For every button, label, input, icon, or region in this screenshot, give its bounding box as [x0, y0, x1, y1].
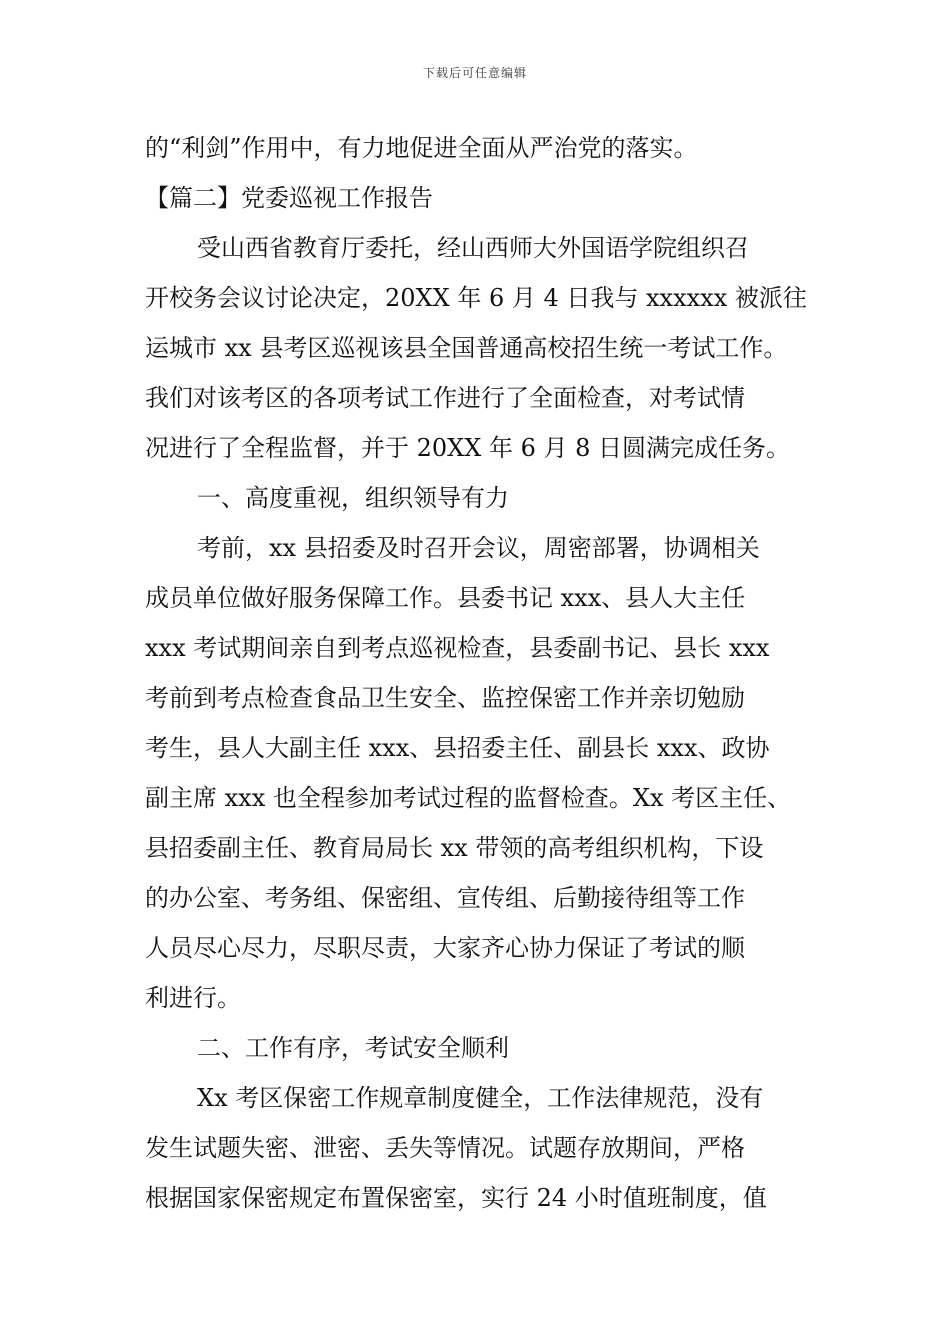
paragraph-line: 根据国家保密规定布置保密室，实行 24 小时值班制度，值: [145, 1184, 767, 1212]
paragraph-line: 副主席 xxx 也全程参加考试过程的监督检查。Xx 考区主任、: [145, 784, 792, 812]
paragraph-line: 发生试题失密、泄密、丢失等情况。试题存放期间，严格: [145, 1134, 745, 1162]
paragraph-line: 成员单位做好服务保障工作。县委书记 xxx、县人大主任: [145, 584, 746, 612]
paragraph-line: 县招委副主任、教育局局长 xx 带领的高考组织机构，下设: [145, 834, 764, 862]
paragraph-line: Xx 考区保密工作规章制度健全，工作法律规范，没有: [197, 1084, 764, 1112]
paragraph-line: 考前到考点检查食品卫生安全、监控保密工作并亲切勉励: [145, 684, 745, 712]
paragraph-line: 利进行。: [145, 984, 241, 1012]
section-title: 【篇二】党委巡视工作报告: [145, 184, 433, 212]
subsection-heading: 二、工作有序，考试安全顺利: [197, 1034, 509, 1062]
page-header: 下载后可任意编辑: [422, 66, 527, 80]
paragraph-line: 况进行了全程监督，并于 20XX 年 6 月 8 日圆满完成任务。: [145, 434, 791, 462]
paragraph-line: 人员尽心尽力，尽职尽责，大家齐心协力保证了考试的顺: [145, 934, 745, 962]
subsection-heading: 一、高度重视，组织领导有力: [197, 484, 509, 512]
paragraph-line: 受山西省教育厅委托，经山西师大外国语学院组织召: [197, 234, 749, 262]
paragraph-line: 的办公室、考务组、保密组、宣传组、后勤接待组等工作: [145, 884, 745, 912]
paragraph-line: 的“利剑”作用中，有力地促进全面从严治党的落实。: [145, 134, 698, 162]
paragraph-line: 我们对该考区的各项考试工作进行了全面检查，对考试情: [145, 384, 745, 412]
paragraph-line: 考生，县人大副主任 xxx、县招委主任、副县长 xxx、政协: [145, 734, 770, 762]
paragraph-line: 运城市 xx 县考区巡视该县全国普通高校招生统一考试工作。: [145, 334, 788, 362]
paragraph-line: xxx 考试期间亲自到考点巡视检查，县委副书记、县长 xxx: [145, 634, 770, 662]
paragraph-line: 考前，xx 县招委及时召开会议，周密部署，协调相关: [197, 534, 760, 562]
paragraph-line: 开校务会议讨论决定，20XX 年 6 月 4 日我与 xxxxxx 被派往: [145, 284, 807, 312]
